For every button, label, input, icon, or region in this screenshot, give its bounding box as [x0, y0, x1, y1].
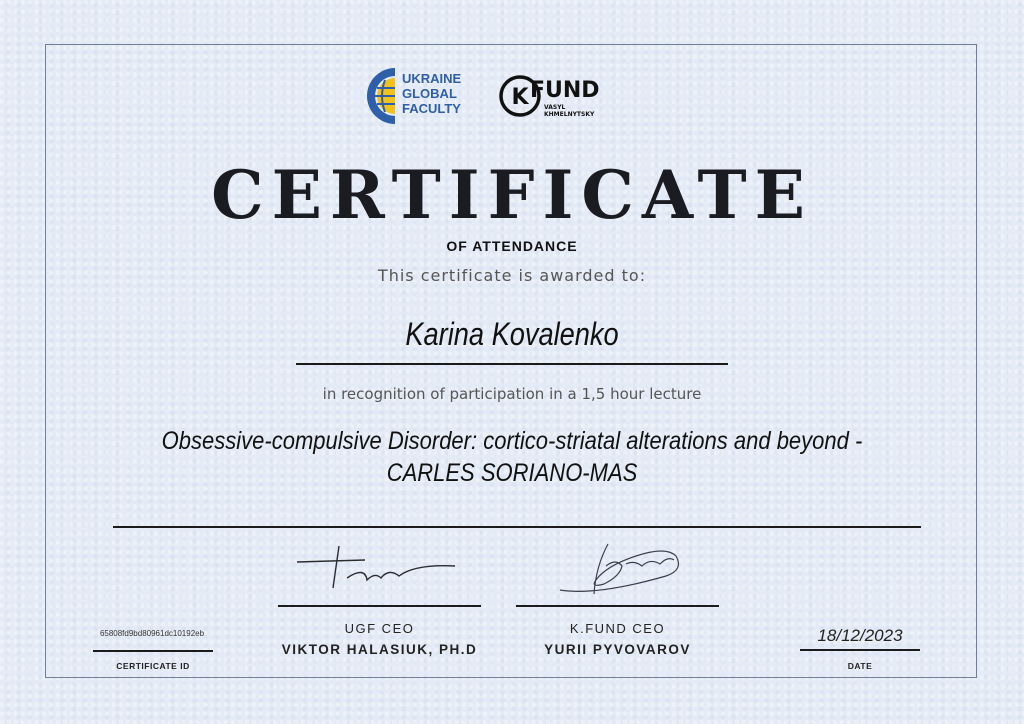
signature-line-1 — [278, 605, 481, 607]
signature-line-2 — [516, 605, 719, 607]
kfund-k-letter: K — [511, 85, 529, 110]
ugf-line-3: FACULTY — [402, 101, 461, 116]
recipient-name: Karina Kovalenko — [405, 316, 619, 352]
date-label: DATE — [847, 661, 873, 671]
signer2-name: YURII PYVOVAROV — [544, 642, 691, 657]
lecture-line-2: CARLES SORIANO-MAS — [386, 459, 638, 487]
certificate-id-line — [93, 650, 213, 652]
lecture-line-1: Obsessive-compulsive Disorder: cortico-striatal alterations and beyond - — [161, 427, 863, 455]
name-underline — [296, 363, 728, 365]
certificate-id-value: 65808fd9bd80961dc10192eb — [99, 629, 205, 638]
kfund-sub-1: VASYL — [544, 104, 566, 111]
divider-line — [113, 526, 921, 528]
awarded-text: This certificate is awarded to: — [377, 266, 647, 285]
ugf-line-1: UKRAINE — [402, 71, 462, 86]
date-line — [800, 649, 920, 651]
ugf-line-2: GLOBAL — [402, 86, 457, 101]
globe-icon — [365, 66, 399, 126]
signer1-name: VIKTOR HALASIUK, PH.D — [281, 642, 478, 657]
signer2-role: K.FUND CEO — [569, 621, 666, 636]
certificate-id-label: CERTIFICATE ID — [116, 661, 190, 671]
kfund-word: FUND — [530, 78, 600, 103]
signature-viktor — [295, 538, 465, 596]
recognition-text: in recognition of participation in a 1,5 hour lecture — [322, 385, 702, 403]
signer1-role: UGF CEO — [344, 621, 415, 636]
kfund-sub-2: KHMELNYTSKY — [544, 111, 595, 118]
kfund-logo — [498, 72, 638, 122]
signature-yurii — [556, 536, 696, 600]
certificate-subtitle: OF ATTENDANCE — [446, 238, 578, 254]
lecture-title — [61, 425, 962, 489]
certificate-title: CERTIFICATE — [211, 156, 813, 234]
ukraine-global-faculty-logo — [365, 66, 475, 126]
date-value: 18/12/2023 — [817, 626, 903, 645]
certificate-border — [45, 44, 977, 678]
